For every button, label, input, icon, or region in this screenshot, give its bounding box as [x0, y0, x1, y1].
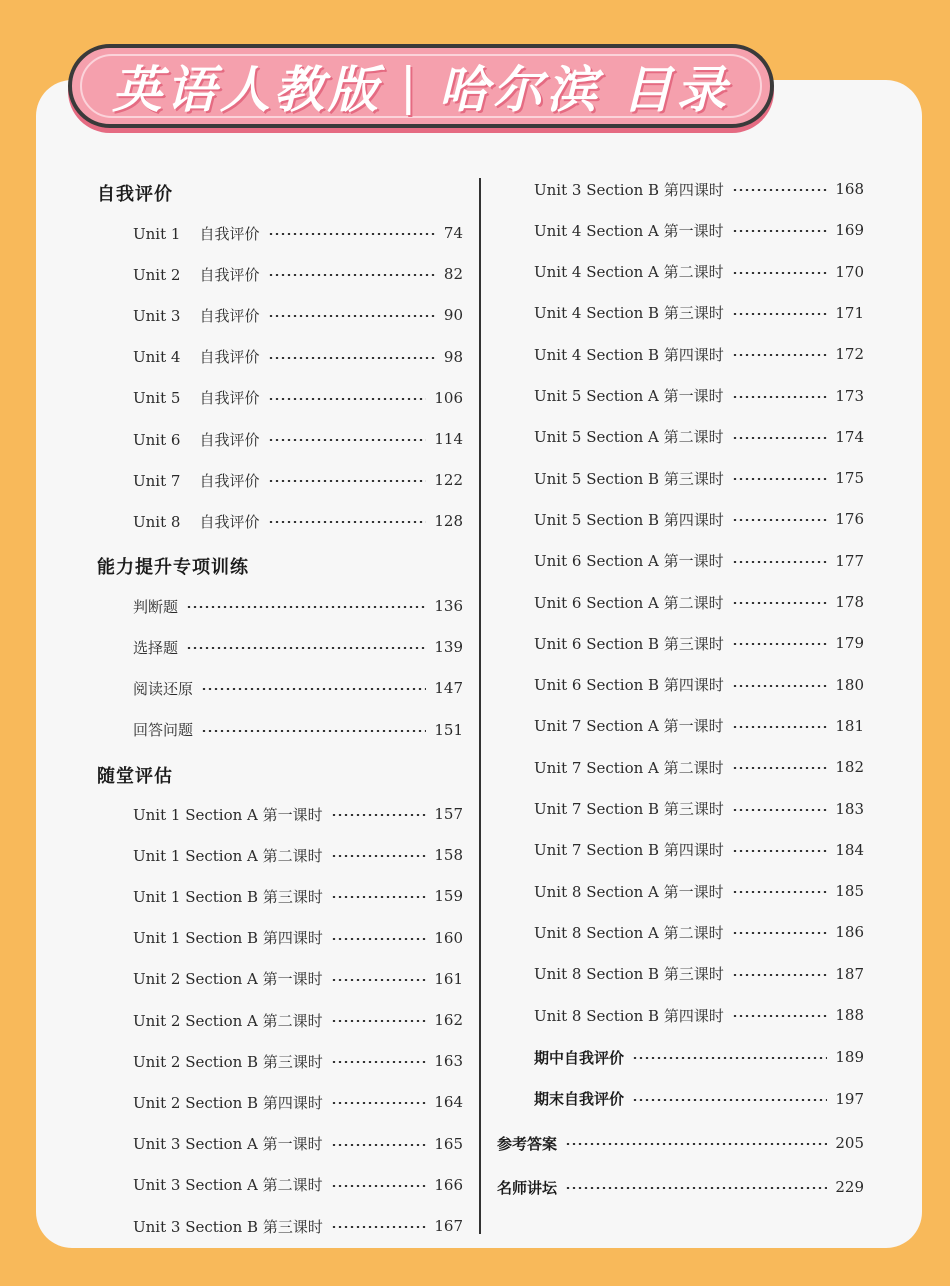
- toc-entry-page: 189: [835, 1048, 864, 1066]
- dot-leader: [732, 685, 828, 687]
- toc-entry[interactable]: [133, 386, 463, 410]
- toc-entry-page: 158: [434, 846, 463, 865]
- toc-entry-page: 176: [835, 510, 864, 529]
- toc-entry[interactable]: [534, 384, 864, 408]
- toc-entry-label: Unit 5 Section B 第四课时: [534, 510, 724, 529]
- toc-entry[interactable]: [534, 1003, 864, 1027]
- toc-entry[interactable]: [534, 549, 864, 573]
- toc-entry-page: 74: [443, 224, 463, 242]
- toc-entry-page: 82: [443, 265, 463, 284]
- toc-entry-label: Unit 2 Section B 第四课时: [133, 1093, 323, 1112]
- toc-entry[interactable]: [133, 676, 463, 700]
- toc-entry-page: 166: [434, 1175, 463, 1194]
- toc-entry[interactable]: [133, 635, 463, 659]
- toc-entry-label: Unit 6 Section A 第一课时: [534, 552, 724, 571]
- toc-entry[interactable]: [133, 262, 463, 286]
- toc-entry[interactable]: [133, 509, 463, 533]
- toc-entry-page: 180: [835, 675, 864, 694]
- toc-entry-page: 169: [835, 221, 864, 240]
- toc-entry-page: 197: [835, 1089, 864, 1108]
- dot-leader: [331, 1020, 427, 1022]
- dot-leader: [732, 189, 828, 191]
- toc-entry-label: Unit 6 Section A 第二课时: [534, 593, 724, 612]
- toc-entry[interactable]: [133, 718, 463, 742]
- toc-entry[interactable]: [534, 466, 864, 490]
- toc-entry-page: 163: [434, 1052, 463, 1071]
- dot-leader: [732, 932, 828, 934]
- toc-entry-label: 判断题: [133, 597, 179, 616]
- dot-leader: [732, 726, 828, 728]
- toc-entry-label: Unit 5 Section A 第一课时: [534, 387, 724, 405]
- toc-entry-label: 期中自我评价: [534, 1048, 625, 1067]
- toc-entry-page: 167: [434, 1217, 463, 1235]
- dot-leader: [331, 1144, 427, 1146]
- toc-entry[interactable]: [534, 177, 864, 201]
- dot-leader: [268, 521, 427, 523]
- dot-leader: [186, 647, 426, 649]
- toc-entry[interactable]: [133, 594, 463, 618]
- toc-entry[interactable]: [534, 590, 864, 614]
- toc-entry-page: 177: [835, 551, 864, 570]
- toc-entry[interactable]: [534, 507, 864, 531]
- toc-entry[interactable]: [534, 631, 864, 655]
- toc-entry-label: 回答问题: [133, 721, 194, 740]
- dot-leader: [732, 313, 828, 315]
- toc-entry-label: Unit 4 Section B 第三课时: [534, 304, 724, 323]
- toc-entry[interactable]: [133, 1008, 463, 1032]
- dot-leader: [268, 315, 436, 317]
- toc-entry[interactable]: [497, 1131, 864, 1155]
- dot-leader: [331, 1102, 427, 1104]
- section-heading: 能力提升专项训练: [97, 557, 249, 578]
- toc-entry-label: Unit 8 Section A 第二课时: [534, 923, 724, 942]
- toc-entry[interactable]: [534, 962, 864, 986]
- toc-entry-page: 183: [835, 799, 864, 818]
- toc-entry-label: Unit 1 Section A 第二课时: [133, 846, 323, 865]
- toc-entry[interactable]: [534, 1045, 864, 1069]
- toc-entry-label: Unit 8 Section A 第一课时: [534, 882, 724, 901]
- toc-entry-page: 170: [835, 262, 864, 281]
- toc-entry-page: 175: [835, 469, 864, 488]
- toc-entry-label: Unit 2 Section B 第三课时: [133, 1052, 323, 1071]
- dot-leader: [331, 896, 427, 898]
- toc-entry[interactable]: [534, 673, 864, 697]
- toc-entry-page: 122: [434, 471, 463, 490]
- toc-entry-label: Unit 8 Section B 第三课时: [534, 965, 724, 984]
- toc-entry-page: 164: [434, 1093, 463, 1112]
- toc-entry[interactable]: [534, 714, 864, 738]
- toc-entry[interactable]: [133, 1214, 463, 1238]
- dot-leader: [732, 767, 828, 769]
- toc-entry-label: 选择题: [133, 638, 179, 657]
- dot-leader: [732, 396, 828, 398]
- dot-leader: [331, 938, 427, 940]
- toc-entry[interactable]: [534, 838, 864, 862]
- dot-leader: [732, 478, 828, 480]
- toc-entry-label: Unit 8 自我评价: [133, 512, 260, 531]
- toc-entry-label: Unit 3 Section A 第二课时: [133, 1176, 323, 1195]
- toc-entry-page: 186: [835, 923, 864, 942]
- toc-entry[interactable]: [133, 427, 463, 451]
- toc-entry[interactable]: [534, 879, 864, 903]
- toc-entry[interactable]: [534, 301, 864, 325]
- toc-entry-page: 98: [443, 347, 463, 366]
- toc-entry-page: 165: [434, 1134, 463, 1153]
- toc-entry-page: 162: [434, 1011, 463, 1029]
- toc-entry-label: Unit 5 Section A 第二课时: [534, 428, 724, 447]
- dot-leader: [732, 1015, 828, 1017]
- toc-entry[interactable]: [133, 884, 463, 908]
- toc-entry-label: Unit 6 Section B 第四课时: [534, 676, 724, 695]
- dot-leader: [565, 1143, 827, 1145]
- toc-entry-page: 172: [835, 345, 864, 364]
- toc-entry-label: Unit 1 Section A 第一课时: [133, 805, 323, 824]
- dot-leader: [732, 354, 828, 356]
- toc-entry-label: 名师讲坛: [497, 1178, 558, 1197]
- toc-entry[interactable]: [497, 1175, 864, 1199]
- toc-entry-label: Unit 4 Section B 第四课时: [534, 345, 724, 364]
- toc-entry[interactable]: [133, 221, 463, 245]
- toc-entry-page: 106: [434, 388, 463, 407]
- toc-entry-label: Unit 8 Section B 第四课时: [534, 1006, 724, 1025]
- dot-leader: [732, 809, 828, 811]
- toc-entry-label: Unit 7 自我评价: [133, 471, 260, 490]
- toc-entry-label: Unit 3 Section A 第一课时: [133, 1135, 323, 1154]
- dot-leader: [331, 814, 427, 816]
- toc-entry-page: 205: [835, 1134, 864, 1152]
- dot-leader: [632, 1057, 827, 1059]
- toc-entry-label: Unit 6 Section B 第三课时: [534, 634, 724, 653]
- toc-entry-page: 90: [443, 306, 463, 325]
- toc-entry[interactable]: [133, 1173, 463, 1197]
- toc-entry-page: 171: [835, 303, 864, 322]
- toc-entry-label: 参考答案: [497, 1134, 558, 1153]
- toc-entry[interactable]: [133, 843, 463, 867]
- toc-entry[interactable]: [534, 342, 864, 366]
- toc-entry-label: Unit 3 Section B 第四课时: [534, 180, 724, 199]
- toc-entry-page: 159: [434, 887, 463, 906]
- toc-entry-label: 阅读还原: [133, 679, 194, 698]
- toc-entry[interactable]: [133, 926, 463, 950]
- toc-entry[interactable]: [133, 1090, 463, 1114]
- toc-entry[interactable]: [534, 260, 864, 284]
- toc-entry-page: 187: [835, 964, 864, 983]
- dot-leader: [268, 439, 427, 441]
- toc-entry[interactable]: [534, 797, 864, 821]
- toc-entry-label: Unit 2 Section A 第一课时: [133, 970, 323, 989]
- toc-entry-page: 147: [434, 679, 463, 698]
- title-banner: [68, 44, 774, 128]
- toc-entry[interactable]: [534, 1087, 864, 1111]
- toc-entry-page: 181: [835, 716, 864, 735]
- dot-leader: [732, 850, 828, 852]
- toc-entry-label: Unit 7 Section A 第二课时: [534, 758, 724, 777]
- toc-entry[interactable]: [534, 218, 864, 242]
- dot-leader: [331, 1061, 427, 1063]
- toc-entry-page: 179: [835, 634, 864, 653]
- toc-entry-label: Unit 6 自我评价: [133, 430, 260, 449]
- toc-entry-page: 173: [835, 386, 864, 405]
- toc-entry-label: 期末自我评价: [534, 1090, 625, 1108]
- toc-entry[interactable]: [133, 1132, 463, 1156]
- toc-entry[interactable]: [534, 425, 864, 449]
- toc-entry-label: Unit 7 Section B 第三课时: [534, 800, 724, 818]
- toc-entry-label: Unit 1 自我评价: [133, 224, 260, 243]
- toc-entry[interactable]: [133, 303, 463, 327]
- dot-leader: [201, 688, 426, 690]
- toc-entry-label: Unit 7 Section A 第一课时: [534, 717, 724, 736]
- dot-leader: [268, 233, 436, 235]
- toc-entry-page: 136: [434, 597, 463, 615]
- toc-entry-page: 185: [835, 882, 864, 901]
- toc-entry-label: Unit 3 Section B 第三课时: [133, 1217, 323, 1236]
- dot-leader: [732, 561, 828, 563]
- toc-entry-label: Unit 5 Section B 第三课时: [534, 469, 724, 488]
- toc-entry[interactable]: [133, 345, 463, 369]
- toc-entry-page: 184: [835, 840, 864, 859]
- toc-entry-label: Unit 4 自我评价: [133, 348, 260, 367]
- toc-entry-page: 178: [835, 593, 864, 611]
- dot-leader: [732, 643, 828, 645]
- toc-entry-page: 139: [434, 638, 463, 657]
- toc-entry-page: 157: [434, 805, 463, 823]
- dot-leader: [732, 974, 828, 976]
- dot-leader: [331, 855, 427, 857]
- dot-leader: [732, 891, 828, 893]
- dot-leader: [268, 357, 436, 359]
- toc-entry-label: Unit 2 自我评价: [133, 265, 260, 284]
- toc-entry[interactable]: [534, 755, 864, 779]
- dot-leader: [186, 606, 426, 608]
- banner-title: [72, 48, 770, 124]
- column-divider: [479, 178, 481, 1234]
- toc-entry-page: 114: [434, 430, 463, 448]
- dot-leader: [732, 602, 828, 604]
- toc-entry-label: Unit 4 Section A 第二课时: [534, 263, 724, 282]
- dot-leader: [331, 1185, 427, 1187]
- toc-entry-page: 188: [835, 1006, 864, 1024]
- dot-leader: [732, 230, 828, 232]
- section-heading: 自我评价: [97, 184, 173, 205]
- dot-leader: [732, 437, 828, 439]
- dot-leader: [268, 480, 427, 482]
- toc-entry-page: 161: [434, 969, 463, 988]
- banner-title-left: 英语人教版: [111, 61, 382, 119]
- toc-entry-page: 174: [835, 427, 864, 446]
- dot-leader: [732, 519, 828, 521]
- toc-entry[interactable]: [133, 802, 463, 826]
- toc-entry[interactable]: [133, 967, 463, 991]
- dot-leader: [268, 274, 436, 276]
- dot-leader: [331, 979, 427, 981]
- toc-entry-page: 168: [835, 180, 864, 198]
- toc-entry-page: 182: [835, 758, 864, 777]
- dot-leader: [632, 1099, 827, 1101]
- toc-entry-page: 151: [434, 720, 463, 739]
- dot-leader: [331, 1226, 427, 1228]
- section-heading: 随堂评估: [97, 766, 173, 787]
- toc-entry-label: Unit 4 Section A 第一课时: [534, 221, 724, 240]
- toc-entry-label: Unit 5 自我评价: [133, 389, 260, 408]
- toc-entry-label: Unit 2 Section A 第二课时: [133, 1011, 323, 1030]
- toc-entry-label: Unit 1 Section B 第四课时: [133, 929, 323, 948]
- toc-entry[interactable]: [133, 468, 463, 492]
- toc-entry-label: Unit 7 Section B 第四课时: [534, 841, 724, 860]
- banner-separator: |: [399, 57, 421, 115]
- toc-entry[interactable]: [534, 920, 864, 944]
- dot-leader: [268, 398, 427, 400]
- toc-entry-label: Unit 1 Section B 第三课时: [133, 887, 323, 906]
- dot-leader: [201, 730, 426, 732]
- dot-leader: [565, 1187, 827, 1189]
- toc-entry[interactable]: [133, 1049, 463, 1073]
- toc-entry-page: 128: [434, 512, 463, 531]
- dot-leader: [732, 272, 828, 274]
- toc-entry-label: Unit 3 自我评价: [133, 306, 260, 325]
- toc-entry-page: 160: [434, 928, 463, 947]
- toc-entry-page: 229: [835, 1178, 864, 1196]
- banner-title-right: 哈尔滨 目录: [438, 61, 731, 119]
